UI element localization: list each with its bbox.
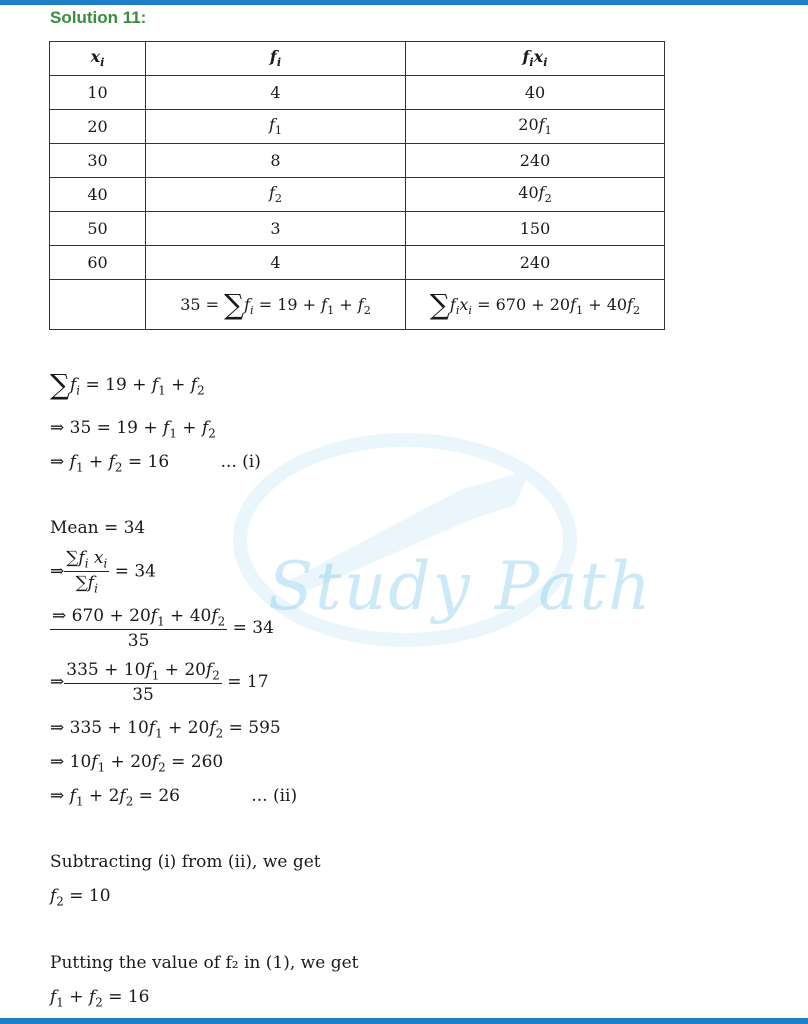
step-f2-value: $f_2 = 10$	[50, 886, 111, 909]
table-row	[50, 178, 665, 212]
cell-fx: 40	[406, 76, 665, 110]
cell-x: 20	[50, 110, 146, 144]
cell-f: $f_2$	[146, 178, 406, 212]
table-row	[50, 246, 665, 280]
cell-empty	[50, 280, 146, 330]
header-fi: $f_i$	[146, 42, 406, 76]
cell-x: 30	[50, 144, 146, 178]
cell-x: 60	[50, 246, 146, 280]
step-mean-frac: ⇒ $\frac{\sum f_i x_i}{\sum f_i}$ = 34	[50, 548, 156, 596]
fraction: $\frac{\sum f_i x_i}{\sum f_i}$	[66, 548, 108, 596]
cell-f: 3	[146, 212, 406, 246]
step-mean: Mean = 34	[50, 518, 146, 538]
cell-fx: 150	[406, 212, 665, 246]
cell-x: 50	[50, 212, 146, 246]
step-final: $f_1 + f_2 = 16$	[50, 987, 150, 1010]
solution-heading: Solution 11:	[50, 8, 147, 27]
cell-x: 40	[50, 178, 146, 212]
subtract-text: Subtracting (i) from (ii), we get	[50, 852, 321, 872]
table-row	[50, 212, 665, 246]
cell-f: $f_1$	[146, 110, 406, 144]
step-eq-i: ⇒ $f_1 + f_2 = 16$ ... (i)	[50, 452, 261, 475]
header-fixi: $f_ix_i$	[406, 42, 665, 76]
step-35: ⇒ $35 = 19 + f_1 + f_2$	[50, 418, 216, 441]
table-row	[50, 76, 665, 110]
cell-f: 8	[146, 144, 406, 178]
cell-sum-fx: $\sum f_ix_i = 670 + 20f_1 + 40f_2$	[406, 280, 665, 330]
tag-ii: ... (ii)	[251, 786, 298, 806]
step-260: ⇒ $10f_1 + 20f_2 = 260$	[50, 752, 224, 775]
step-335-frac: ⇒ $\frac{335 + 10f_1 + 20f_2}{35}$ = 17	[50, 660, 269, 706]
table-row	[50, 144, 665, 178]
step-sum-f: $\sum f_i = 19 + f_1 + f_2$	[50, 368, 205, 401]
putting-text: Putting the value of f₂ in (1), we get	[50, 953, 359, 973]
watermark-text: Study Path	[268, 548, 653, 625]
fraction: $\frac{\Rightarrow 670 + 20f_1 + 40f_2}{35}$	[52, 606, 226, 652]
cell-f: 4	[146, 76, 406, 110]
cell-fx: $20f_1$	[406, 110, 665, 144]
table-row	[50, 110, 665, 144]
cell-sum-f: $35 = \sum f_i = 19 + f_1 + f_2$	[146, 280, 406, 330]
cell-fx: 240	[406, 144, 665, 178]
table-sum-row	[50, 280, 665, 330]
table-header-row	[50, 42, 665, 76]
step-595: ⇒ $335 + 10f_1 + 20f_2 = 595$	[50, 718, 281, 741]
top-accent-bar	[0, 0, 808, 5]
frequency-table	[49, 41, 665, 330]
step-eq-ii: ⇒ $f_1 + 2f_2 = 26$ ... (ii)	[50, 786, 298, 809]
study-path-watermark-logo	[230, 430, 580, 660]
cell-fx: $40f_2$	[406, 178, 665, 212]
header-xi: $x_i$	[50, 42, 146, 76]
cell-x: 10	[50, 76, 146, 110]
bottom-accent-bar	[0, 1018, 808, 1024]
step-670: $\frac{\Rightarrow 670 + 20f_1 + 40f_2}{35}$ = 34	[52, 606, 274, 652]
cell-f: 4	[146, 246, 406, 280]
tag-i: ... (i)	[220, 452, 261, 472]
cell-fx: 240	[406, 246, 665, 280]
fraction: $\frac{335 + 10f_1 + 20f_2}{35}$	[66, 660, 220, 706]
